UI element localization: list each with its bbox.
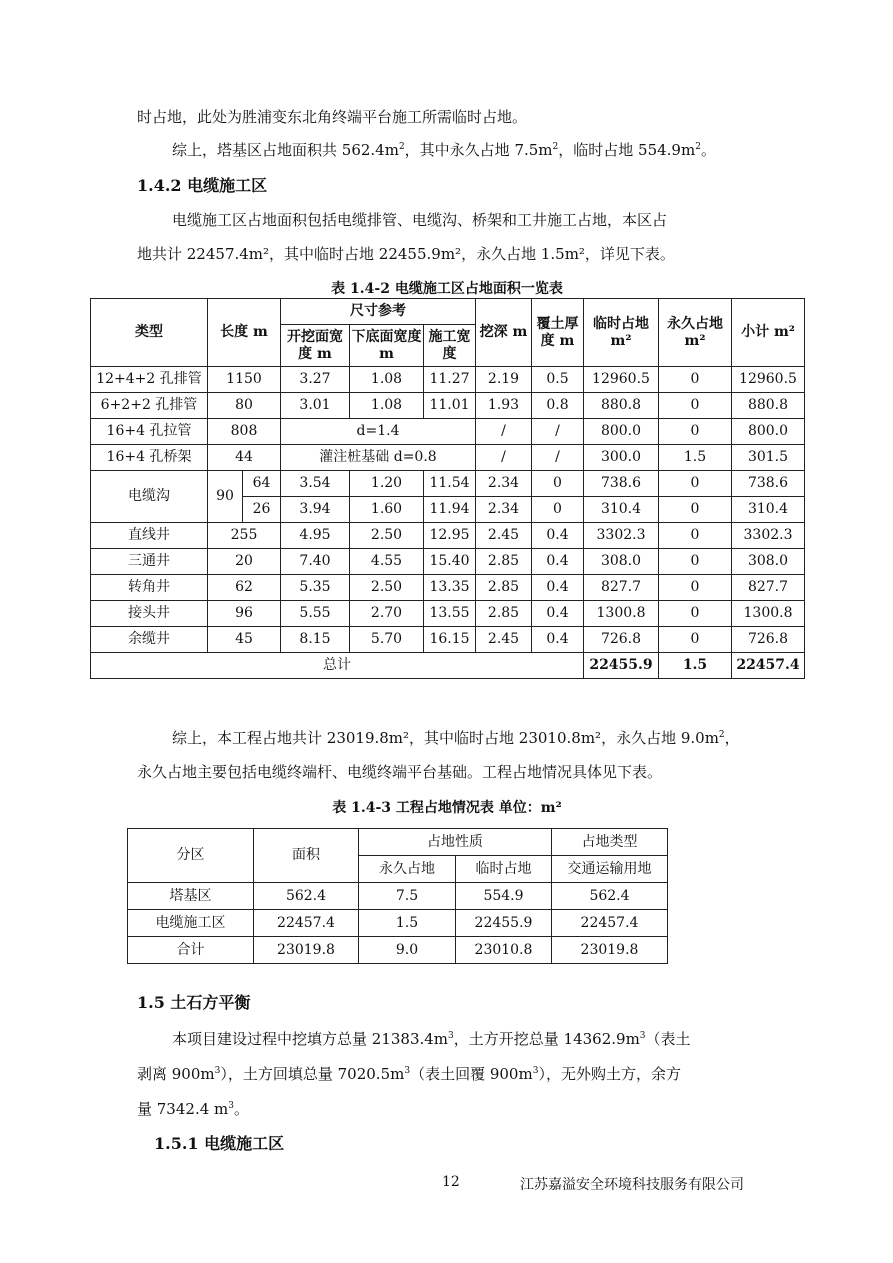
table-row: [91, 419, 805, 445]
cell: 12+4+2 孔排管: [91, 367, 208, 393]
cell: 12960.5: [732, 367, 805, 393]
cell: 三通井: [91, 549, 208, 575]
cell: 0: [659, 367, 732, 393]
table-row: [91, 445, 805, 471]
cell: 转角井: [91, 575, 208, 601]
paragraph-tower-summary: 综上，塔基区占地面积共 $562.4m^2$，其中永久占地 $7.5m^2$，临时占地 $554.9m^2$。: [172, 141, 716, 159]
total-temp: 22455.9: [584, 653, 659, 679]
header-cover: 覆土厚度 m: [532, 299, 584, 367]
paragraph-earthwork-line2: 剥离 $900m^3$），土方回填总量 $7020.5m^3$（表土回覆 $900m^3$），无外购土方，余方: [137, 1065, 681, 1083]
cell: 308.0: [732, 549, 805, 575]
project-land-table: [127, 828, 668, 964]
paragraph-cable-area-line1: 电缆施工区占地面积包括电缆排管、电缆沟、桥架和工井施工占地，本区占: [172, 211, 668, 229]
header-transport: 交通运输用地: [552, 856, 668, 883]
cell: 2.85: [476, 549, 532, 575]
footer-company: 江苏嘉溢安全环境科技服务有限公司: [520, 1177, 744, 1193]
header-perm: 永久占地 m²: [659, 299, 732, 367]
cell: 0: [532, 497, 584, 523]
cell: 0: [659, 627, 732, 653]
cell: 0: [659, 575, 732, 601]
cell: 22455.9: [456, 910, 552, 937]
cell: 90: [208, 471, 243, 523]
page-number: 12: [442, 1174, 460, 1190]
total-subtotal: 22457.4: [732, 653, 805, 679]
table-row: [91, 523, 805, 549]
cell: 1.08: [350, 367, 424, 393]
header-nature: 占地性质: [359, 829, 552, 856]
header-bottom-width: 下底面宽度 m: [350, 325, 424, 367]
cell: 3.27: [281, 367, 350, 393]
section-heading-1-5-1: 1.5.1 电缆施工区: [154, 1134, 285, 1153]
cell: 5.35: [281, 575, 350, 601]
header-depth: 挖深 m: [476, 299, 532, 367]
cell: 7.40: [281, 549, 350, 575]
paragraph-cable-area-line2: 地共计 22457.4m²，其中临时占地 22455.9m²，永久占地 1.5m²，详见下表。: [137, 245, 675, 263]
table-row: [91, 601, 805, 627]
paragraph-continuation: 时占地，此处为胜浦变东北角终端平台施工所需临时占地。: [137, 108, 528, 126]
cell: 16.15: [424, 627, 476, 653]
cell: 3.54: [281, 471, 350, 497]
cell: 26: [243, 497, 281, 523]
cell: 2.50: [350, 523, 424, 549]
table2-caption: 表 1.4-3 工程占地情况表 单位：m²: [332, 800, 562, 816]
cell: 7.5: [359, 883, 456, 910]
cell: 62: [208, 575, 281, 601]
cell: 738.6: [584, 471, 659, 497]
header-subtotal: 小计 m²: [732, 299, 805, 367]
cell: /: [532, 445, 584, 471]
section-heading-1-5: 1.5 土石方平衡: [137, 993, 251, 1012]
table-row: [128, 883, 668, 910]
cell: 0: [659, 471, 732, 497]
header-temp: 临时占地 m²: [584, 299, 659, 367]
cell: 1.60: [350, 497, 424, 523]
header-type: 类型: [91, 299, 208, 367]
cell: 310.4: [732, 497, 805, 523]
cell: 880.8: [732, 393, 805, 419]
cell: 0: [659, 393, 732, 419]
cell: 4.55: [350, 549, 424, 575]
cell: 1.93: [476, 393, 532, 419]
cell: 808: [208, 419, 281, 445]
cell: 0: [659, 497, 732, 523]
cell: 255: [208, 523, 281, 549]
cell: 13.55: [424, 601, 476, 627]
cell: 9.0: [359, 937, 456, 964]
paragraph-project-summary-line1: 综上，本工程占地共计 23019.8m²，其中临时占地 23010.8m²，永久占地 $9.0m^2$，: [172, 729, 740, 747]
table-row: [128, 937, 668, 964]
cell: 余缆井: [91, 627, 208, 653]
cell: 5.55: [281, 601, 350, 627]
cell: 23019.8: [254, 937, 359, 964]
cell: 电缆沟: [91, 471, 208, 523]
cell: 11.27: [424, 367, 476, 393]
header-open-width: 开挖面宽度 m: [281, 325, 350, 367]
cell: 22457.4: [552, 910, 668, 937]
cell: 0.4: [532, 549, 584, 575]
table-row: [91, 471, 805, 497]
cell: 11.94: [424, 497, 476, 523]
header-land-type: 占地类型: [552, 829, 668, 856]
cell: 827.7: [584, 575, 659, 601]
cell: 0: [659, 549, 732, 575]
cell: 0.4: [532, 601, 584, 627]
cell: 800.0: [584, 419, 659, 445]
cell: 0.4: [532, 575, 584, 601]
cell: 11.54: [424, 471, 476, 497]
cell: 300.0: [584, 445, 659, 471]
cell: 44: [208, 445, 281, 471]
cell: 1.5: [359, 910, 456, 937]
cell: 0: [532, 471, 584, 497]
cell: 16+4 孔桥架: [91, 445, 208, 471]
cell: 2.50: [350, 575, 424, 601]
cell: 2.34: [476, 471, 532, 497]
cell: 20: [208, 549, 281, 575]
cell: 0: [659, 601, 732, 627]
cell: 塔基区: [128, 883, 254, 910]
cell: 15.40: [424, 549, 476, 575]
cell: 2.85: [476, 575, 532, 601]
cell: 4.95: [281, 523, 350, 549]
cell: 1300.8: [584, 601, 659, 627]
cell: 0.4: [532, 627, 584, 653]
cell: /: [476, 445, 532, 471]
cell: 2.34: [476, 497, 532, 523]
table1-caption: 表 1.4-2 电缆施工区占地面积一览表: [331, 281, 563, 297]
table-row: [128, 910, 668, 937]
cell: 2.45: [476, 627, 532, 653]
paragraph-project-summary-line2: 永久占地主要包括电缆终端杆、电缆终端平台基础。工程占地情况具体见下表。: [137, 763, 663, 781]
header-perm: 永久占地: [359, 856, 456, 883]
cell: 0: [659, 523, 732, 549]
section-heading-1-4-2: 1.4.2 电缆施工区: [137, 176, 268, 195]
cell: 738.6: [732, 471, 805, 497]
cell: 96: [208, 601, 281, 627]
cell: 0.5: [532, 367, 584, 393]
cell: 电缆施工区: [128, 910, 254, 937]
cell: 64: [243, 471, 281, 497]
cell: 接头井: [91, 601, 208, 627]
cell: 880.8: [584, 393, 659, 419]
cell: 2.85: [476, 601, 532, 627]
cable-area-land-table: [90, 298, 805, 679]
cell: 直线井: [91, 523, 208, 549]
total-perm: 1.5: [659, 653, 732, 679]
cell: 0: [659, 419, 732, 445]
cell: 562.4: [254, 883, 359, 910]
cell: 562.4: [552, 883, 668, 910]
paragraph-earthwork-line3: 量 7342.4 $m^3$。: [137, 1100, 249, 1118]
cell: 308.0: [584, 549, 659, 575]
cell: 16+4 孔拉管: [91, 419, 208, 445]
paragraph-earthwork-line1: 本项目建设过程中挖填方总量 $21383.4m^3$，土方开挖总量 $14362.9m^3$（表土: [172, 1030, 691, 1048]
table-row: [91, 575, 805, 601]
cell: /: [532, 419, 584, 445]
cell: 8.15: [281, 627, 350, 653]
cell: 1.08: [350, 393, 424, 419]
cell: 1300.8: [732, 601, 805, 627]
cell: 3302.3: [732, 523, 805, 549]
cell: /: [476, 419, 532, 445]
header-temp: 临时占地: [456, 856, 552, 883]
cell: 12.95: [424, 523, 476, 549]
cell: 1.20: [350, 471, 424, 497]
cell: 2.70: [350, 601, 424, 627]
cell: 23019.8: [552, 937, 668, 964]
cell: 827.7: [732, 575, 805, 601]
cell: 301.5: [732, 445, 805, 471]
header-length: 长度 m: [208, 299, 281, 367]
cell: 23010.8: [456, 937, 552, 964]
table-row: [91, 367, 805, 393]
cell: 0.8: [532, 393, 584, 419]
cell: 80: [208, 393, 281, 419]
cell: 0.4: [532, 523, 584, 549]
cell: 6+2+2 孔排管: [91, 393, 208, 419]
total-label: 总计: [91, 653, 584, 679]
table-row: [91, 393, 805, 419]
cell: 13.35: [424, 575, 476, 601]
table-row: [91, 627, 805, 653]
table-total-row: [91, 653, 805, 679]
cell: 5.70: [350, 627, 424, 653]
cell: 45: [208, 627, 281, 653]
cell: 3302.3: [584, 523, 659, 549]
cell: 3.94: [281, 497, 350, 523]
header-work-width: 施工宽度: [424, 325, 476, 367]
cell: 1.5: [659, 445, 732, 471]
table-row: [91, 549, 805, 575]
cell: 22457.4: [254, 910, 359, 937]
cell: 1150: [208, 367, 281, 393]
cell: 726.8: [584, 627, 659, 653]
cell: 310.4: [584, 497, 659, 523]
cell: 800.0: [732, 419, 805, 445]
cell: 灌注桩基础 d=0.8: [281, 445, 476, 471]
cell: 554.9: [456, 883, 552, 910]
cell: d=1.4: [281, 419, 476, 445]
cell: 2.45: [476, 523, 532, 549]
header-size-ref: 尺寸参考: [281, 299, 476, 325]
cell: 合计: [128, 937, 254, 964]
cell: 12960.5: [584, 367, 659, 393]
cell: 2.19: [476, 367, 532, 393]
cell: 11.01: [424, 393, 476, 419]
cell: 726.8: [732, 627, 805, 653]
header-zone: 分区: [128, 829, 254, 883]
cell: 3.01: [281, 393, 350, 419]
header-area: 面积: [254, 829, 359, 883]
